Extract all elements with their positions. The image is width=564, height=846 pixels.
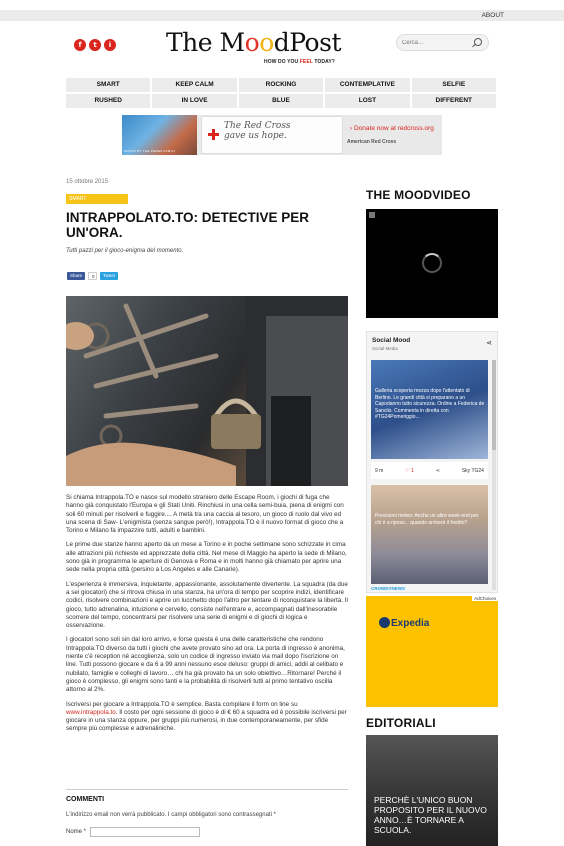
card-source[interactable]: Sky TG24 <box>461 467 484 474</box>
social-card-1-meta <box>371 462 488 479</box>
expedia-globe-icon <box>379 617 390 628</box>
twitter-icon[interactable]: t <box>89 39 101 51</box>
search-input[interactable] <box>402 38 472 48</box>
card-likes: 1 <box>411 467 414 474</box>
article-hero-image <box>66 296 348 486</box>
ad-photo <box>122 115 197 155</box>
article-paragraph-1: Si chiama Intrappola.TO e nasce sul modello straniero delle Escape Room, i giochi di fuga che hanno già conquistato l'Europa e gli Stati Uniti. Rinchiusi in una cella semi-buia, piena di enigmi con soli 60 minuti per risolverli e fuggire.... A metà tra una caccia al tesoro, un gioco di ruolo dal vivo ed una scena di Saw- L'enigmista (senza sangue però!), Intrappola.TO è il nuovo format di gioco che a Torino e Milano fa impazzire tutti, adulti e bambini. <box>66 494 344 535</box>
article-paragraph-3: L'esperienza è immersiva, inquietante, appassionante, assolutamente divertente. La squadra (da due a sei giocatori) che si ritrova chiusa in una stanza, ha un'ora di tempo per scoprire indizi, identificare codici, risolvere combinazioni e aprire un lucchetto dopo l'altro per tentare di riconquistare la libertà. Il gioco, tutto adrenalina, intuizione e cervello, consiste nell'entrare e, accompagnati dall'inesorabile scorrere del tempo, concentrarsi per risolvere una serie di enigmi e di giochi di logica e osservazione. <box>66 580 348 630</box>
nav-item-different[interactable]: DIFFERENT <box>412 94 496 108</box>
heart-icon[interactable]: ♡ 1 <box>405 467 414 474</box>
category-badge[interactable]: SMART <box>66 194 128 204</box>
tagline-pre: HOW DO YOU <box>264 59 300 65</box>
comments-heading: COMMENTI <box>66 796 105 803</box>
crowdynews-logo[interactable]: CROWDYNEWS <box>371 586 405 591</box>
ad-donate-link[interactable]: › Donate now at redcross.org <box>350 125 434 132</box>
comments-section <box>66 789 348 837</box>
main-nav <box>66 78 496 108</box>
article-subtitle: Tutti pazzi per il gioco-enigma del momento. <box>66 248 184 254</box>
card-share-icon[interactable]: ⋖ <box>435 467 440 474</box>
red-cross-icon <box>208 129 219 140</box>
ad-card <box>202 117 342 153</box>
social-card-2-caption: Previsioni meteo: Anche un altro week-end per chi è a riposo... quando arriverà il freddo? <box>375 513 479 526</box>
p5-pre: Iscriversi per giocare a Intrappola.TO è semplice. Basta compilare il form on line su <box>66 700 298 708</box>
nav-item-contemplative[interactable]: CONTEMPLATIVE <box>325 78 409 92</box>
tagline-feel: FEEL <box>299 59 313 65</box>
nav-item-in-love[interactable]: IN LOVE <box>152 94 236 108</box>
facebook-share-button[interactable]: Share <box>67 272 85 280</box>
name-input[interactable] <box>90 827 200 837</box>
logo-part-2: dPost <box>273 28 341 57</box>
p5-post: . Il costo per ogni sessione di gioco è di € 60 a squadra ed è possibile iscriversi per giocare in una stanza oppure, per gruppi più numerosi, in due contemporaneamente, per sfide sempre più complesse e adrenaliniche. <box>66 708 347 733</box>
logo-o-yellow: o <box>259 28 274 57</box>
logo-o-red: o <box>244 28 260 57</box>
editoriali-heading: EDITORIALI <box>366 716 436 730</box>
adchoices-label[interactable]: AdChoices <box>474 596 496 601</box>
moodvideo-heading: THE MOODVIDEO <box>366 188 471 202</box>
social-mood-title: Social Mood <box>372 337 411 344</box>
card-time: 9 m <box>375 467 384 474</box>
widget-scroll-thumb[interactable] <box>492 360 496 450</box>
expedia-logo-text: Expedia <box>391 618 430 629</box>
name-label: Nome * <box>66 829 87 835</box>
article-paragraph-4: I giocatori sono soli sin dal loro arrivo, e forse questa è una delle caratteristiche che rendono Intrappola.TO diverso da tutti i giochi che avete provato sino ad ora. La porta di ingresso è anonima, niente c'è reception né accoglienza, solo un codice di ingresso inviato via mail dopo l'iscrizione on line. Tutti possono giocare e da 6 a 99 anni nessuno esce deluso: gruppi di amici, addii al celibato e nubilato, famiglie e colleghi di lavoro… chi ha già provato ha un solo obiettivo…Ritornare! Perché il gioco è complesso, gli enigmi sono tanti e la probabilità di risolverli tutti al primo tentativo oscilla attorno al 2%. <box>66 636 345 694</box>
widget-scrollbar[interactable] <box>492 360 496 590</box>
ad-handwritten-text <box>224 121 291 141</box>
site-logo[interactable] <box>166 28 346 58</box>
ad-handwritten-line-1: The Red Cross <box>224 121 291 131</box>
nav-item-rushed[interactable]: RUSHED <box>66 94 150 108</box>
nav-item-smart[interactable]: SMART <box>66 78 150 92</box>
tagline-post: TODAY? <box>312 59 335 65</box>
facebook-icon[interactable]: f <box>74 39 86 51</box>
nav-item-blue[interactable]: BLUE <box>239 94 323 108</box>
instagram-icon[interactable]: i <box>104 39 116 51</box>
video-player[interactable] <box>366 209 498 318</box>
search-box <box>396 34 489 51</box>
video-logo-icon <box>369 212 375 218</box>
tweet-button[interactable]: Tweet <box>100 272 118 280</box>
social-mood-subtitle: Social Media <box>372 346 398 351</box>
keys-lock-illustration <box>66 296 348 486</box>
article-paragraph-2: Le prime due stanze hanno aperto da un mese a Torino e in poche settimane sono schizzate in cima alle attrazioni più richieste ed apprezzate della città. Nel mese di Maggio ha aperto la sede di Milano, sono già in programma le aperture di Genova e Roma e in molti hanno già chiamato per aprire una sede nella propria città (persino a Los Angeles e alle Canarie). <box>66 541 347 574</box>
intrappola-link[interactable]: www.intrappola.to <box>66 708 116 716</box>
name-field-row <box>66 827 348 837</box>
article-date: 15 ottobre 2015 <box>66 179 109 185</box>
ad-org-name: American Red Cross <box>347 139 397 145</box>
ad-handwritten-line-2: gave us hope. <box>224 131 287 141</box>
logo-part-1: The M <box>166 28 245 57</box>
social-card-2[interactable] <box>371 485 488 584</box>
loading-spinner-icon <box>422 253 442 273</box>
search-icon[interactable] <box>474 38 482 46</box>
red-cross-ad-banner[interactable] <box>122 115 442 155</box>
social-links <box>74 39 116 51</box>
editoriale-card[interactable] <box>366 735 498 846</box>
article-title: INTRAPPOLATO.TO: DETECTIVE PER UN'ORA. <box>66 210 310 240</box>
nav-item-rocking[interactable]: ROCKING <box>239 78 323 92</box>
article-paragraph-5 <box>66 701 348 734</box>
nav-item-selfie[interactable]: SELFIE <box>412 78 496 92</box>
about-link[interactable]: ABOUT <box>481 12 504 19</box>
site-tagline <box>264 59 335 65</box>
ad-photo-caption: PHOTO BY THE PEREZ FAMILY <box>124 149 176 153</box>
nav-item-keep-calm[interactable]: KEEP CALM <box>152 78 236 92</box>
share-buttons <box>67 272 118 280</box>
top-bar <box>0 10 564 21</box>
editoriale-title: PERCHÈ L'UNICO BUON PROPOSITO PER IL NUOVO ANNO…È TORNARE A SCUOLA. <box>374 795 487 835</box>
social-card-1[interactable] <box>371 360 488 459</box>
share-icon[interactable]: ⋖ <box>486 340 492 347</box>
share-count: 0 <box>88 272 97 280</box>
expedia-ad[interactable] <box>366 596 498 707</box>
nav-item-lost[interactable]: LOST <box>325 94 409 108</box>
social-mood-widget <box>366 331 498 593</box>
social-card-1-caption: Galleria scoperta mezza dopo l'attentato di Berlino. Le grandi città si preparano a un Capodanno tutto sicurezza. Ordine a Federica de Sanctis. Commenta in diretta con #TG24Pomeriggio... <box>375 388 485 420</box>
article-body <box>66 494 348 740</box>
comments-note: L'indirizzo email non verrà pubblicato. I campi obbligatori sono contrassegnati * <box>66 812 276 818</box>
